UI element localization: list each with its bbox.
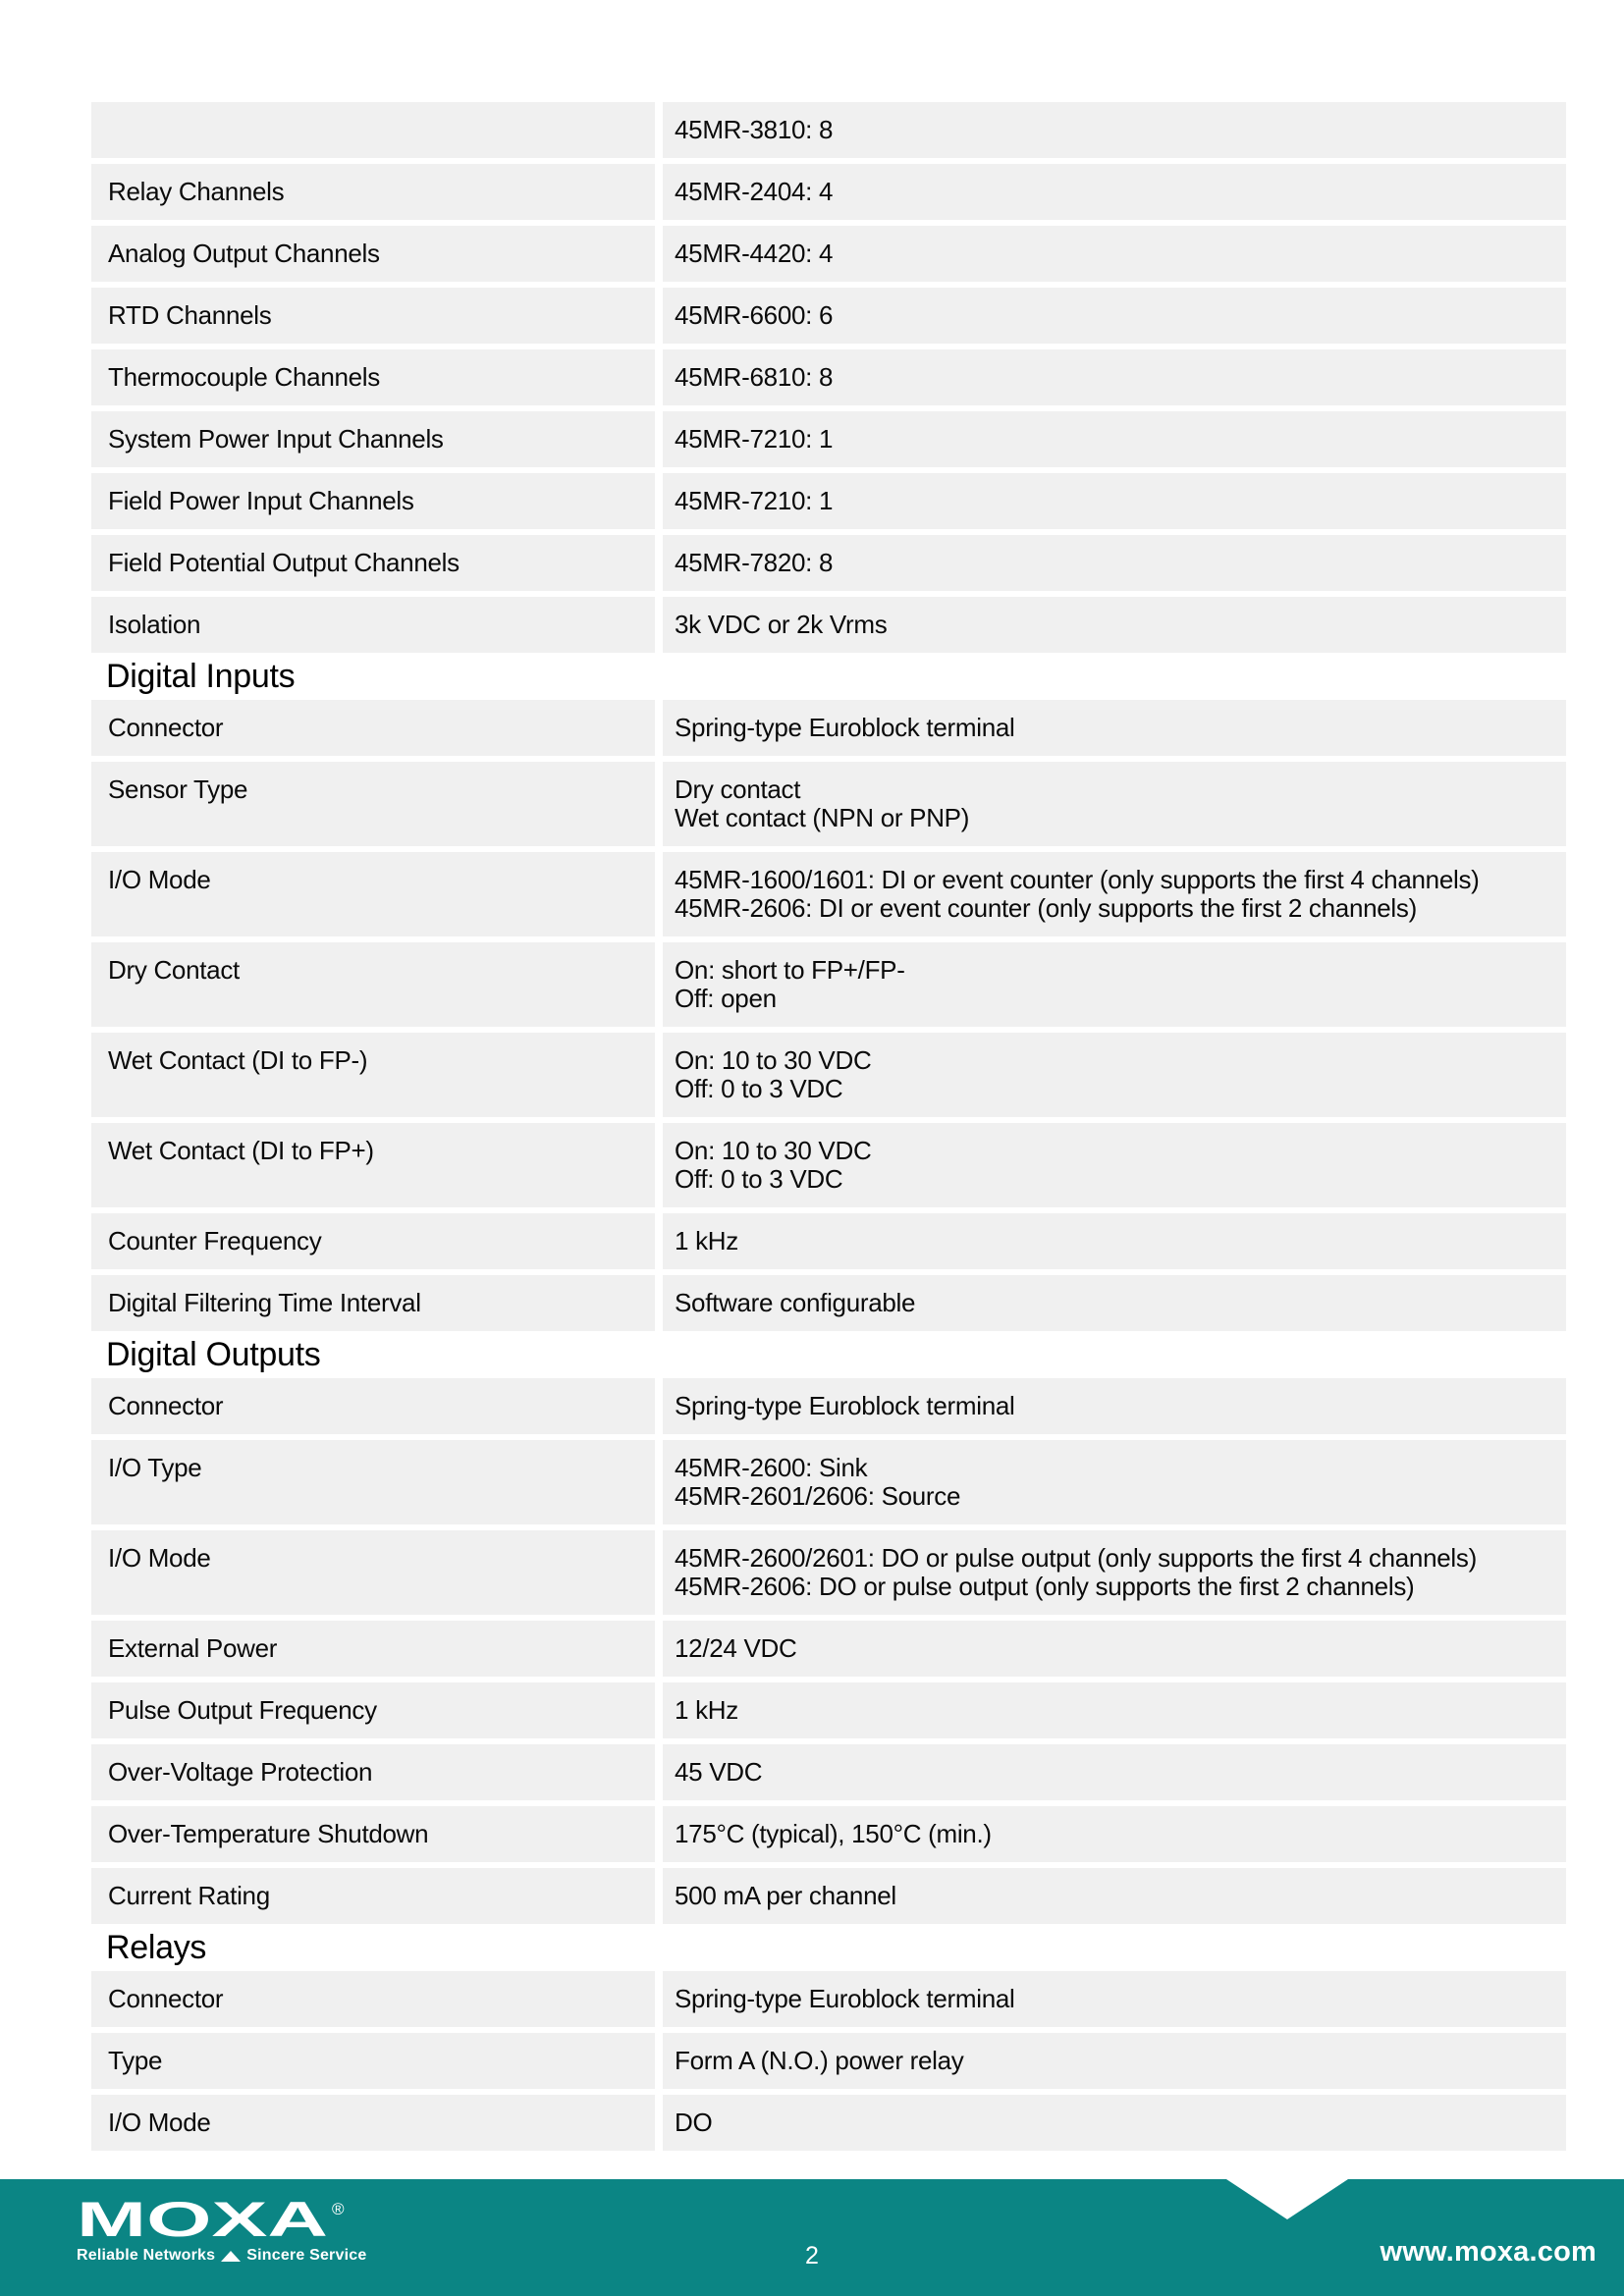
- spec-value: [663, 226, 1566, 282]
- spec-value-line: Wet contact (NPN or PNP): [675, 803, 970, 832]
- tagline-right: Sincere Service: [246, 2247, 367, 2264]
- spec-label: Pulse Output Frequency: [91, 1682, 655, 1738]
- spec-value: [663, 1213, 1566, 1269]
- spec-value-line: 45MR-2600/2601: DO or pulse output (only supports the first 4 channels): [675, 1543, 1477, 1573]
- spec-value: [663, 1275, 1566, 1331]
- table-row: [91, 1682, 1566, 1738]
- table-row: [91, 1868, 1566, 1924]
- spec-label: Thermocouple Channels: [91, 349, 655, 405]
- spec-label: Over-Voltage Protection: [91, 1744, 655, 1800]
- spec-value: [663, 1682, 1566, 1738]
- spec-label: I/O Mode: [91, 2095, 655, 2151]
- spec-value-line: 1 kHz: [675, 1695, 738, 1725]
- spec-label: I/O Mode: [91, 1530, 655, 1615]
- table-row: [91, 411, 1566, 467]
- tagline-left: Reliable Networks: [77, 2247, 216, 2264]
- spec-value: [663, 942, 1566, 1027]
- spec-value: [663, 1806, 1566, 1862]
- spec-value-line: On: 10 to 30 VDC: [675, 1136, 872, 1165]
- spec-label: [91, 102, 655, 158]
- section-title: Relays: [106, 1929, 207, 1966]
- table-row: [91, 597, 1566, 653]
- spec-value: [663, 700, 1566, 756]
- spec-value: [663, 1868, 1566, 1924]
- ribbon-notch-icon: [1226, 2179, 1348, 2219]
- spec-value-line: 45MR-2601/2606: Source: [675, 1481, 961, 1511]
- page-number: 2: [805, 2242, 819, 2269]
- spec-value: [663, 1440, 1566, 1524]
- spec-value-line: Software configurable: [675, 1288, 916, 1317]
- table-row: [91, 700, 1566, 756]
- spec-value-line: Off: open: [675, 984, 777, 1013]
- spec-label: Relay Channels: [91, 164, 655, 220]
- table-row: [91, 473, 1566, 529]
- spec-value-line: 45MR-2600: Sink: [675, 1453, 868, 1482]
- spec-value-line: 12/24 VDC: [675, 1633, 797, 1663]
- spec-label: I/O Type: [91, 1440, 655, 1524]
- spec-value-line: 45MR-2404: 4: [675, 177, 834, 206]
- spec-value: [663, 473, 1566, 529]
- table-row: [91, 1530, 1566, 1615]
- table-row: [91, 852, 1566, 936]
- spec-value: [663, 288, 1566, 344]
- spec-value-line: DO: [675, 2108, 713, 2137]
- logo-word-text: MOXA: [77, 2193, 328, 2244]
- table-row: [91, 1744, 1566, 1800]
- spec-value-line: On: 10 to 30 VDC: [675, 1045, 872, 1075]
- spec-value: [663, 1971, 1566, 2027]
- table-row: [91, 164, 1566, 220]
- spec-label: Analog Output Channels: [91, 226, 655, 282]
- spec-label: I/O Mode: [91, 852, 655, 936]
- table-row: [91, 2095, 1566, 2151]
- spec-value: [663, 102, 1566, 158]
- spec-value-line: 45MR-7210: 1: [675, 486, 834, 515]
- spec-value-line: 45MR-7210: 1: [675, 424, 834, 454]
- spec-value-line: 500 mA per channel: [675, 1881, 896, 1910]
- table-row: [91, 942, 1566, 1027]
- spec-value: [663, 852, 1566, 936]
- spec-value-line: 3k VDC or 2k Vrms: [675, 610, 888, 639]
- spec-value: [663, 1530, 1566, 1615]
- spec-value: [663, 1621, 1566, 1677]
- spec-value: [663, 2033, 1566, 2089]
- spec-label: Field Power Input Channels: [91, 473, 655, 529]
- spec-label: System Power Input Channels: [91, 411, 655, 467]
- spec-value-line: 45MR-3810: 8: [675, 115, 834, 144]
- spec-value: [663, 1033, 1566, 1117]
- spec-label: Dry Contact: [91, 942, 655, 1027]
- spec-value-line: 45MR-6810: 8: [675, 362, 834, 392]
- spec-value: [663, 535, 1566, 591]
- table-row: [91, 762, 1566, 846]
- table-row: [91, 1213, 1566, 1269]
- spec-label: Digital Filtering Time Interval: [91, 1275, 655, 1331]
- spec-value-line: 45MR-6600: 6: [675, 300, 834, 330]
- spec-value-line: 45 VDC: [675, 1757, 763, 1787]
- table-row: [91, 226, 1566, 282]
- spec-value: [663, 164, 1566, 220]
- table-row: [91, 1033, 1566, 1117]
- registered-mark-icon: ®: [332, 2200, 345, 2218]
- spec-value: [663, 1123, 1566, 1207]
- spec-label: Wet Contact (DI to FP-): [91, 1033, 655, 1117]
- website-link[interactable]: www.moxa.com: [1380, 2236, 1597, 2268]
- spec-label: RTD Channels: [91, 288, 655, 344]
- spec-value-line: 45MR-1600/1601: DI or event counter (only supports the first 4 channels): [675, 865, 1480, 894]
- spec-label: Wet Contact (DI to FP+): [91, 1123, 655, 1207]
- spec-value-line: Spring-type Euroblock terminal: [675, 713, 1015, 742]
- spec-value: [663, 1744, 1566, 1800]
- spec-value-line: Spring-type Euroblock terminal: [675, 1391, 1015, 1420]
- spec-value-line: 175°C (typical), 150°C (min.): [675, 1819, 992, 1848]
- spec-table: [91, 102, 1566, 2157]
- spec-value-line: Form A (N.O.) power relay: [675, 2046, 964, 2075]
- spec-value-line: Off: 0 to 3 VDC: [675, 1164, 843, 1194]
- spec-value-line: 45MR-4420: 4: [675, 239, 834, 268]
- table-row: [91, 1971, 1566, 2027]
- table-row: [91, 1440, 1566, 1524]
- spec-value-line: On: short to FP+/FP-: [675, 955, 905, 985]
- spec-value: [663, 2095, 1566, 2151]
- spec-label: Connector: [91, 1971, 655, 2027]
- spec-value: [663, 349, 1566, 405]
- spec-label: Sensor Type: [91, 762, 655, 846]
- footer: [0, 2179, 1624, 2296]
- table-row: [91, 1806, 1566, 1862]
- spec-value: [663, 762, 1566, 846]
- spec-value-line: 45MR-7820: 8: [675, 548, 834, 577]
- spec-value: [663, 1378, 1566, 1434]
- table-row: [91, 288, 1566, 344]
- spec-value: [663, 411, 1566, 467]
- moxa-logo-word: [77, 2193, 371, 2244]
- spec-label: Field Potential Output Channels: [91, 535, 655, 591]
- table-row: [91, 102, 1566, 158]
- spec-label: Current Rating: [91, 1868, 655, 1924]
- table-row: [91, 349, 1566, 405]
- spec-value-line: Off: 0 to 3 VDC: [675, 1074, 843, 1103]
- spec-label: Counter Frequency: [91, 1213, 655, 1269]
- spec-value-line: 45MR-2606: DI or event counter (only supports the first 2 channels): [675, 893, 1417, 923]
- spec-label: Isolation: [91, 597, 655, 653]
- table-row: [91, 1275, 1566, 1331]
- table-row: [91, 1621, 1566, 1677]
- table-row: [91, 2033, 1566, 2089]
- spec-label: Type: [91, 2033, 655, 2089]
- spec-label: Connector: [91, 700, 655, 756]
- spec-value-line: Spring-type Euroblock terminal: [675, 1984, 1015, 2013]
- spec-value: [663, 597, 1566, 653]
- spec-label: External Power: [91, 1621, 655, 1677]
- section-title: Digital Outputs: [106, 1336, 321, 1373]
- table-row: [91, 535, 1566, 591]
- table-row: [91, 1123, 1566, 1207]
- spec-value-line: 1 kHz: [675, 1226, 738, 1255]
- table-row: [91, 1378, 1566, 1434]
- section-title: Digital Inputs: [106, 658, 296, 695]
- spec-label: Connector: [91, 1378, 655, 1434]
- spec-value-line: 45MR-2606: DO or pulse output (only supports the first 2 channels): [675, 1572, 1415, 1601]
- spec-label: Over-Temperature Shutdown: [91, 1806, 655, 1862]
- spec-value-line: Dry contact: [675, 774, 801, 804]
